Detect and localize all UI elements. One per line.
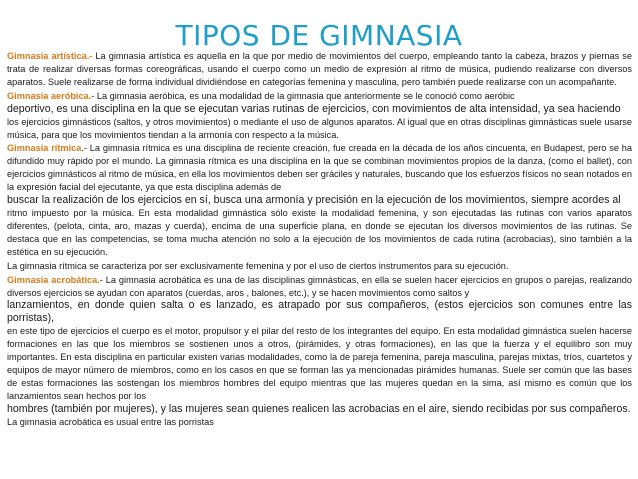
text-artistica: La gimnasia artística es aquella en la que por medio de movimientos del cuerpo, empleando tanto la cabeza, brazos y piernas se trata de realizar diversas formas coreográficas, usando el cuerpo como un medio de expresión al ritmo de música, pudiendo realizarse con diversos aparatos. Suele realizarse de forma individual dividiéndose en categorías femenina y masculina, pero también puede realizarse con un acompañante. bbox=[7, 51, 633, 87]
text-aerobica-2: deportivo, es una disciplina en la que se ejecutan varias rutinas de ejercicios, con movimientos de alta intensidad, ya sea haciendo bbox=[7, 102, 621, 115]
text-acrobatica-4: hombres (también por mujeres), y las mujeres sean quienes realicen las acrobacias en el aire, siendo recibidas por sus compañeros. bbox=[7, 402, 631, 415]
heading-artistica: Gimnasia artística.- bbox=[7, 51, 93, 61]
paragraph-ritmica bbox=[7, 142, 632, 194]
text-ritmica-4: La gimnasia rítmica se caracteriza por ser exclusivamente femenina y por el uso de ciertos instrumentos para su ejecución. bbox=[7, 260, 509, 271]
text-acrobatica-5: La gimnasia acrobática es usual entre las porristas bbox=[7, 416, 214, 427]
page-title: TIPOS DE GIMNASIA bbox=[175, 19, 463, 52]
text-ritmica-1: .- La gimnasia rítmica es una disciplina de reciente creación, fue creada en la década de los años cincuenta, en Budapest, pero se ha difundido muy rápido por el mundo. La gimnasia rítmica es una disciplina en la que se combinan movimientos propios de la danza, (como el ballet), con ejercicios gimnásticos al ritmo de música, en ella los movimientos deben ser gráciles y naturales, buscando que los esfuerzos físicos no sean notados en la expresión facial del ejecutante, ya que esta disciplina además de bbox=[7, 143, 632, 193]
paragraph-acrobatica bbox=[7, 274, 632, 300]
heading-acrobatica: Gimnasia acrobática. bbox=[7, 274, 100, 285]
text-acrobatica-3: en este tipo de ejercicios el cuerpo es el motor, propulsor y el pilar del resto de los integrantes del equipo. En esta modalidad gimnástica suelen hacerse formaciones en las que los miembros se sostienen unos a otros, (pirámides, y otras formaciones), en las que la fuerza y el equilibro son muy importantes. En esta disciplina en particular existen varias modalidades, como la de pareja femenina, pareja masculina, parejas mixtas, tríos, cuartetos y equipos de mayor número de miembros, como en los casos en que se forman las ya mencionadas pirámides humanas. Suele ser común que las bases de estas formaciones las sostengan los miembros hombres del equipo mientras que las mujeres quedan en la sima, así mismo es común que los lanzamientos sean hechos por los bbox=[7, 326, 632, 401]
heading-aerobica: Gimnasia aeróbica. bbox=[7, 90, 92, 101]
text-acrobatica-1: - La gimnasia acrobática es una de las disciplinas gimnásticas, en ella se suelen hacer ejercicios en grupos o parejas, realizando diversos ejercicios se ayudan con aparatos (cuerdas, aros , balones, etc.), y se hacen movimientos como saltos y bbox=[7, 274, 632, 298]
paragraph-aerobica bbox=[7, 90, 632, 103]
text-aerobica-1: - La gimnasia aeróbica, es una modalidad de la gimnasia que anteriormente se le conoció como aeróbic bbox=[91, 90, 515, 101]
text-ritmica-2: buscar la realización de los ejercicios en sí, busca una armonía y precisión en la ejecución de los movimientos, siempre acordes al bbox=[7, 194, 621, 207]
heading-ritmica: Gimnasia rítmica bbox=[7, 143, 82, 154]
text-aerobica-3: los ejercicios gimnásticos (saltos, y otros movimientos) o mediante el uso de algunos aparatos. Al igual que en otras disciplinas gimnásticas suele usarse música, para que los movimientos tiendan a la armonía con respecto a la música. bbox=[7, 116, 632, 140]
text-ritmica-3: ritmo impuesto por la música. En esta modalidad gimnástica sólo existe la modalidad femenina, y son ejecutadas las rutinas con varios aparatos diferentes, (pelota, cinta, aro, mazas y cuerda), encima de una superficie plana, en donde se ejecutan los diversos movimientos de las rutinas. Se destaca que en las competencias, se toma mucha atención no solo a la ejecución de los movimientos de cada rutina (acrobacias), sino también a la estética en su ejecución. bbox=[7, 208, 632, 257]
slide-body bbox=[7, 50, 632, 429]
text-acrobatica-2: lanzamientos, en donde quien salta o es lanzado, es atrapado por sus compañeros, (estos ejercicios son comunes entre las porristas), bbox=[7, 299, 632, 325]
paragraph-artistica bbox=[7, 50, 632, 89]
